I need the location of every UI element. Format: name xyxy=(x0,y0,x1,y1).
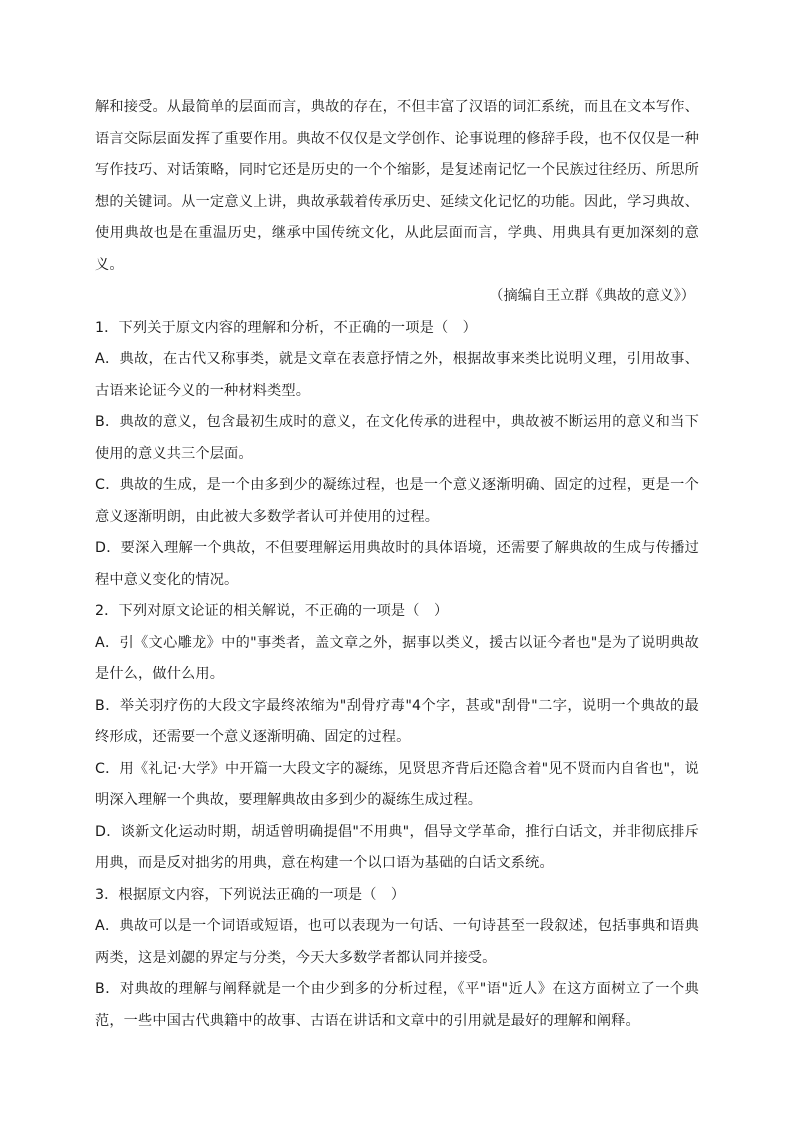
question-stem: 1．下列关于原文内容的理解和分析，不正确的一项是（ ） xyxy=(95,319,477,336)
passage-paragraph: 解和接受。从最简单的层面而言，典故的存在，不但丰富了汉语的词汇系统，而且在文本写作、语言交际层面发挥了重要作用。典故不仅仅是文学创作、论事说理的修辞手段，也不仅仅是一种写作技巧、对话策略，同时它还是历史的一个个缩影，是复述南记忆一个民族过往经历、所思所想的关键词。从一定意义上讲，典故承载着传承历史、延续文化记忆的功能。因此，学习典故、使用典故也是在重温历史，继承中国传统文化，从此层面而言，学典、用典具有更加深刻的意义。 xyxy=(95,99,699,273)
question-1 xyxy=(95,313,699,597)
option-b: B．对典故的理解与阐释就是一个由少到多的分析过程，《平"语"近人》在这方面树立了一个典范，一些中国古代典籍中的故事、古语在讲话和文章中的引用就是最好的理解和阐释。 xyxy=(95,981,699,1029)
option-d: D．谈新文化运动时期，胡适曾明确提倡"不用典"，倡导文学革命，推行白话文，并非彻底排斥用典，而是反对拙劣的用典，意在构建一个以口语为基础的白话文系统。 xyxy=(95,823,699,871)
option-a: A．引《文心雕龙》中的"事类者，盖文章之外，据事以类义，援古以证今者也"是为了说明典故是什么，做什么用。 xyxy=(95,634,699,682)
question-3 xyxy=(95,880,699,1038)
passage-source: （摘编自王立群《典故的意义》） xyxy=(489,288,695,304)
document-page xyxy=(95,92,699,1037)
option-b: B．典故的意义，包含最初生成时的意义，在文化传承的进程中，典故被不断运用的意义和当下使用的意义共三个层面。 xyxy=(95,414,699,462)
option-a: A．典故，在古代又称事类，就是文章在表意抒情之外，根据故事来类比说明义理，引用故事、古语来论证今义的一种材料类型。 xyxy=(95,351,699,399)
option-b: B．举关羽疗伤的大段文字最终浓缩为"刮骨疗毒"4个字，甚或"刮骨"二字，说明一个典故的最终形成，还需要一个意义逐渐明确、固定的过程。 xyxy=(95,697,699,745)
question-stem: 2．下列对原文论证的相关解说，不正确的一项是（ ） xyxy=(95,603,449,619)
question-stem: 3．根据原文内容，下列说法正确的一项是（ ） xyxy=(95,886,406,903)
option-a: A．典故可以是一个词语或短语，也可以表现为一句话、一句诗甚至一段叙述，包括事典和语典两类，这是刘勰的界定与分类，今天大多数学者都认同并接受。 xyxy=(95,918,699,966)
option-d: D．要深入理解一个典故，不但要理解运用典故时的具体语境，还需要了解典故的生成与传播过程中意义变化的情况。 xyxy=(95,540,699,588)
option-c: C．用《礼记·大学》中开篇一大段文字的凝练，见贤思齐背后还隐含着"见不贤而内自省也"，说明深入理解一个典故，要理解典故由多到少的凝练生成过程。 xyxy=(95,760,699,808)
option-c: C．典故的生成，是一个由多到少的凝练过程，也是一个意义逐渐明确、固定的过程，更是一个意义逐渐明朗，由此被大多数学者认可并使用的过程。 xyxy=(95,477,699,525)
question-2 xyxy=(95,596,699,880)
